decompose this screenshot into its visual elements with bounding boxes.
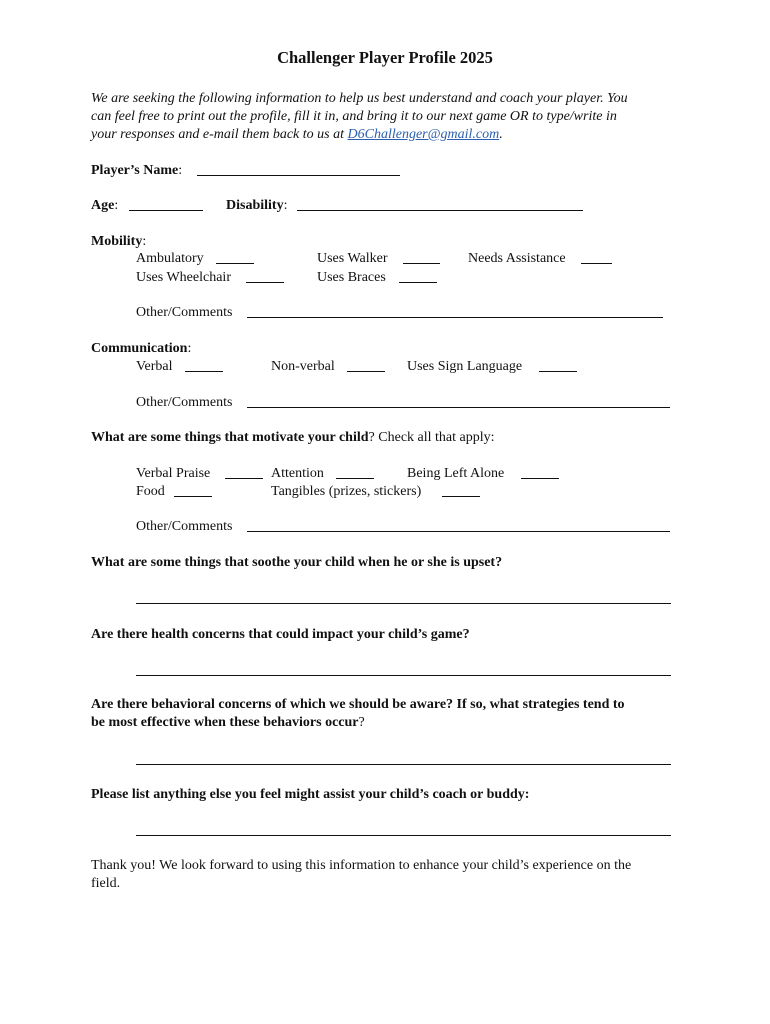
disability-label: Disability: <box>226 198 288 213</box>
mobility-heading: Mobility: <box>91 234 147 249</box>
wheelchair-label: Uses Wheelchair <box>136 270 231 285</box>
attention-label: Attention <box>271 466 324 481</box>
age-label: Age: <box>91 198 119 213</box>
verbal-blank[interactable] <box>185 371 223 372</box>
player-name-field[interactable] <box>197 175 400 176</box>
motivate-other-label: Other/Comments <box>136 519 233 534</box>
walker-blank[interactable] <box>403 263 440 264</box>
behavior-answer-line[interactable] <box>136 764 671 765</box>
intro-line-3-prefix: your responses and e-mail them back to us at <box>91 127 348 142</box>
behavior-question-line-1: Are there behavioral concerns of which we should be aware? If so, what strategies tend to <box>91 697 625 712</box>
intro-line-2: can feel free to print out the profile, fill it in, and bring it to our next game OR to type/write in <box>91 109 617 124</box>
nonverbal-label: Non-verbal <box>271 359 335 374</box>
email-link[interactable]: D6Challenger@gmail.com <box>347 127 500 142</box>
health-question: Are there health concerns that could impact your child’s game? <box>91 627 470 642</box>
ambulatory-label: Ambulatory <box>136 251 204 266</box>
food-label: Food <box>136 484 165 499</box>
braces-blank[interactable] <box>399 282 437 283</box>
tangibles-blank[interactable] <box>442 496 480 497</box>
communication-other-field[interactable] <box>247 407 670 408</box>
mobility-other-field[interactable] <box>247 317 663 318</box>
verbal-praise-blank[interactable] <box>225 478 263 479</box>
disability-field[interactable] <box>297 210 583 211</box>
other-question: Please list anything else you feel might assist your child’s coach or buddy: <box>91 787 530 802</box>
sign-language-blank[interactable] <box>539 371 577 372</box>
left-alone-blank[interactable] <box>521 478 559 479</box>
verbal-praise-label: Verbal Praise <box>136 466 211 481</box>
player-name-label: Player’s Name: <box>91 163 183 178</box>
nonverbal-blank[interactable] <box>347 371 385 372</box>
motivate-question: What are some things that motivate your child? Check all that apply: <box>91 430 495 445</box>
braces-label: Uses Braces <box>317 270 386 285</box>
closing-line-1: Thank you! We look forward to using this information to enhance your child’s experience on the <box>91 858 632 873</box>
tangibles-label: Tangibles (prizes, stickers) <box>271 484 422 499</box>
intro-line-3 <box>91 126 503 144</box>
closing-line-2: field. <box>91 876 121 891</box>
food-blank[interactable] <box>174 496 212 497</box>
communication-heading: Communication: <box>91 341 192 356</box>
soothe-question: What are some things that soothe your child when he or she is upset? <box>91 555 503 570</box>
attention-blank[interactable] <box>336 478 374 479</box>
intro-line-1: We are seeking the following information to help us best understand and coach your player. You <box>91 91 628 106</box>
assistance-blank[interactable] <box>581 263 612 264</box>
assistance-label: Needs Assistance <box>468 251 566 266</box>
intro-line-3-suffix: . <box>499 127 503 142</box>
age-field[interactable] <box>129 210 203 211</box>
sign-language-label: Uses Sign Language <box>407 359 523 374</box>
page-title: Challenger Player Profile 2025 <box>277 48 493 67</box>
walker-label: Uses Walker <box>317 251 388 266</box>
other-answer-line[interactable] <box>136 835 671 836</box>
soothe-answer-line[interactable] <box>136 603 671 604</box>
ambulatory-blank[interactable] <box>216 263 254 264</box>
left-alone-label: Being Left Alone <box>407 466 505 481</box>
wheelchair-blank[interactable] <box>246 282 284 283</box>
behavior-question-line-2: be most effective when these behaviors occur? <box>91 715 365 730</box>
mobility-other-label: Other/Comments <box>136 305 233 320</box>
health-answer-line[interactable] <box>136 675 671 676</box>
motivate-other-field[interactable] <box>247 531 670 532</box>
communication-other-label: Other/Comments <box>136 395 233 410</box>
verbal-label: Verbal <box>136 359 173 374</box>
